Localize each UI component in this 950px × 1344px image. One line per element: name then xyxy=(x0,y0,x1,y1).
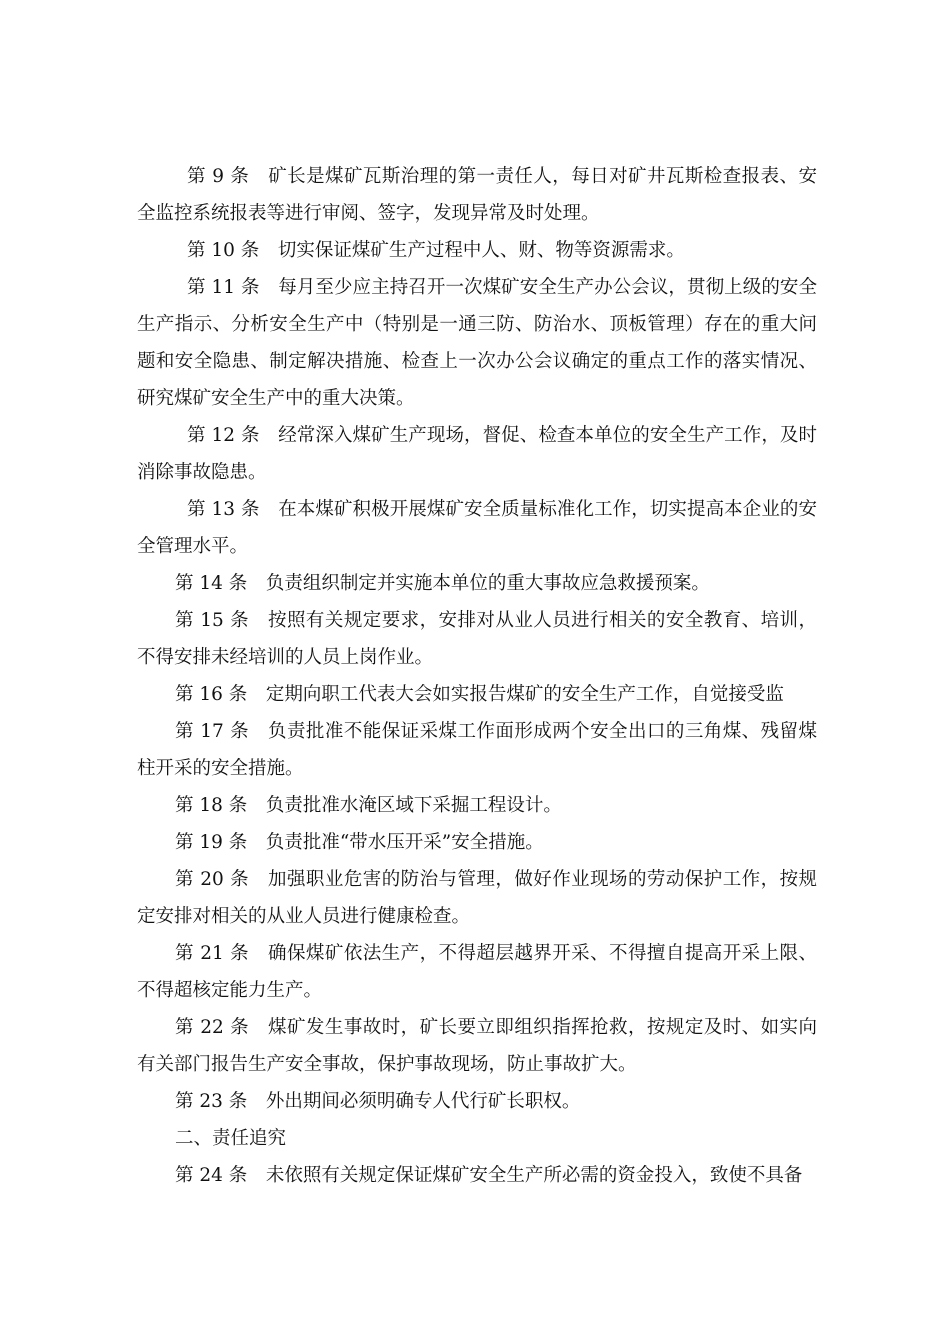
article-18 xyxy=(137,787,817,824)
article-text: 定期向职工代表大会如实报告煤矿的安全生产工作，自觉接受监 xyxy=(265,684,784,705)
article-label: 第 15 条 xyxy=(175,610,250,631)
article-label: 第 20 条 xyxy=(175,869,250,890)
article-label: 第 22 条 xyxy=(175,1017,250,1038)
article-label: 第 21 条 xyxy=(175,943,250,964)
article-text: 负责批准“带水压开采”安全措施。 xyxy=(265,832,544,853)
article-text: 负责批准水淹区域下采掘工程设计。 xyxy=(265,795,562,816)
article-text: 煤矿发生事故时，矿长要立即组织指挥抢救，按规定及时、如实向有关部门报告生产安全事故，保护事故现场，防止事故扩大。 xyxy=(137,1017,817,1075)
article-16 xyxy=(137,676,817,713)
article-text: 负责组织制定并实施本单位的重大事故应急救援预案。 xyxy=(265,573,710,594)
article-text: 在本煤矿积极开展煤矿安全质量标准化工作，切实提高本企业的安全管理水平。 xyxy=(137,499,817,557)
article-text: 按照有关规定要求，安排对从业人员进行相关的安全教育、培训，不得安排未经培训的人员上岗作业。 xyxy=(137,610,817,668)
article-label: 第 18 条 xyxy=(175,795,248,816)
article-23 xyxy=(137,1083,817,1120)
article-text: 每月至少应主持召开一次煤矿安全生产办公会议，贯彻上级的安全生产指示、分析安全生产中（特别是一通三防、防治水、顶板管理）存在的重大问题和安全隐患、制定解决措施、检查上一次办公会议确定的重点工作的落实情况、研究煤矿安全生产中的重大决策。 xyxy=(137,277,817,409)
article-text: 外出期间必须明确专人代行矿长职权。 xyxy=(265,1091,581,1112)
article-label: 第 19 条 xyxy=(175,832,248,853)
article-text: 切实保证煤矿生产过程中人、财、物等资源需求。 xyxy=(277,240,685,261)
article-21 xyxy=(137,935,817,1009)
article-20 xyxy=(137,861,817,935)
article-text: 确保煤矿依法生产，不得超层越界开采、不得擅自提高开采上限、不得超核定能力生产。 xyxy=(137,943,817,1001)
article-text: 未依照有关规定保证煤矿安全生产所必需的资金投入，致使不具备 xyxy=(265,1165,803,1186)
article-17 xyxy=(137,713,817,787)
article-14 xyxy=(137,565,817,602)
article-12 xyxy=(137,417,817,491)
article-9 xyxy=(137,158,817,232)
article-10 xyxy=(137,232,817,269)
article-19 xyxy=(137,824,817,861)
article-label: 第 23 条 xyxy=(175,1091,248,1112)
article-24 xyxy=(137,1157,817,1194)
article-label: 第 17 条 xyxy=(175,721,250,742)
article-label: 第 12 条 xyxy=(187,425,260,446)
article-label: 第 13 条 xyxy=(187,499,260,520)
article-15 xyxy=(137,602,817,676)
article-label: 第 14 条 xyxy=(175,573,248,594)
article-22 xyxy=(137,1009,817,1083)
article-label: 第 11 条 xyxy=(187,277,260,298)
article-text: 加强职业危害的防治与管理，做好作业现场的劳动保护工作，按规定安排对相关的从业人员进行健康检查。 xyxy=(137,869,817,927)
article-text: 矿长是煤矿瓦斯治理的第一责任人，每日对矿井瓦斯检查报表、安全监控系统报表等进行审阅、签字，发现异常及时处理。 xyxy=(137,166,817,224)
article-11 xyxy=(137,269,817,417)
section-heading: 二、责任追究 xyxy=(175,1128,287,1149)
article-label: 第 10 条 xyxy=(187,240,260,261)
article-text: 经常深入煤矿生产现场，督促、检查本单位的安全生产工作，及时消除事故隐患。 xyxy=(137,425,817,483)
article-text: 负责批准不能保证采煤工作面形成两个安全出口的三角煤、残留煤柱开采的安全措施。 xyxy=(137,721,817,779)
article-label: 第 24 条 xyxy=(175,1165,248,1186)
article-label: 第 16 条 xyxy=(175,684,248,705)
article-label: 第 9 条 xyxy=(187,166,250,187)
article-13 xyxy=(137,491,817,565)
